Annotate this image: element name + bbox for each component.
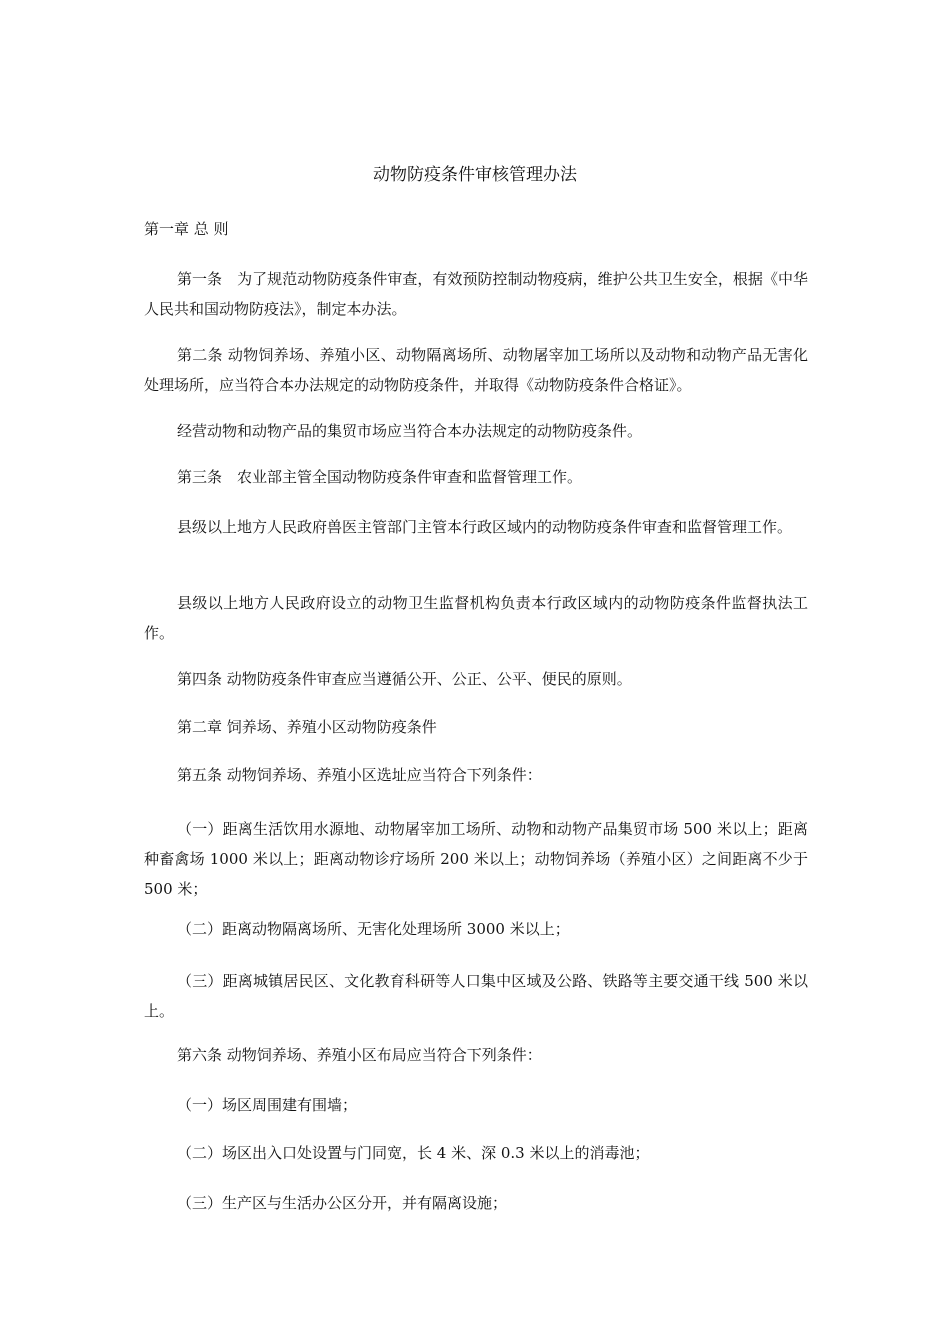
chapter-2-heading — [144, 712, 808, 742]
paragraph-block — [144, 512, 808, 542]
paragraph: （一）场区周围建有围墙； — [177, 1096, 358, 1114]
paragraph-block — [144, 588, 808, 648]
list-item — [144, 914, 808, 944]
list-item — [144, 1090, 808, 1120]
article-2 — [144, 340, 808, 400]
paragraph: 第一条 为了规范动物防疫条件审查，有效预防控制动物疫病，维护公共卫生安全，根据《中华人民共和国动物防疫法》，制定本办法。 — [144, 270, 808, 318]
paragraph: （二）场区出入口处设置与门同宽，长 4 米、深 0.3 米以上的消毒池； — [177, 1144, 650, 1162]
paragraph-block — [144, 416, 808, 446]
paragraph: （三）生产区与生活办公区分开，并有隔离设施； — [177, 1194, 508, 1212]
list-item — [144, 814, 808, 904]
paragraph: 县级以上地方人民政府兽医主管部门主管本行政区域内的动物防疫条件审查和监督管理工作。 — [177, 518, 793, 536]
document-title: 动物防疫条件审核管理办法 — [373, 165, 577, 185]
paragraph: （二）距离动物隔离场所、无害化处理场所 3000 米以上； — [177, 920, 570, 938]
article-5 — [144, 760, 808, 790]
paragraph: 县级以上地方人民政府设立的动物卫生监督机构负责本行政区域内的动物防疫条件监督执法工作。 — [144, 594, 808, 642]
paragraph: 第五条 动物饲养场、养殖小区选址应当符合下列条件： — [177, 766, 542, 784]
article-3 — [144, 462, 808, 492]
paragraph: （一）距离生活饮用水源地、动物屠宰加工场所、动物和动物产品集贸市场 500 米以上；距离种畜禽场 1000 米以上；距离动物诊疗场所 200 米以上；动物饲养场（养殖小区）之间距离不少于 500 米； — [144, 820, 808, 898]
paragraph: 第三条 农业部主管全国动物防疫条件审查和监督管理工作。 — [177, 468, 583, 486]
list-item — [144, 1138, 808, 1168]
article-4 — [144, 664, 808, 694]
list-item — [144, 1188, 808, 1218]
list-item — [144, 966, 808, 1026]
paragraph: 第二章 饲养场、养殖小区动物防疫条件 — [177, 718, 437, 736]
paragraph: 经营动物和动物产品的集贸市场应当符合本办法规定的动物防疫条件。 — [177, 422, 643, 440]
chapter-heading: 第一章 总 则 — [144, 220, 229, 238]
paragraph: 第四条 动物防疫条件审查应当遵循公开、公正、公平、便民的原则。 — [177, 670, 632, 688]
article-1 — [144, 264, 808, 324]
article-6 — [144, 1040, 808, 1070]
paragraph: 第六条 动物饲养场、养殖小区布局应当符合下列条件： — [177, 1046, 542, 1064]
paragraph: 第二条 动物饲养场、养殖小区、动物隔离场所、动物屠宰加工场所以及动物和动物产品无害化处理场所，应当符合本办法规定的动物防疫条件，并取得《动物防疫条件合格证》。 — [144, 346, 808, 394]
paragraph: （三）距离城镇居民区、文化教育科研等人口集中区域及公路、铁路等主要交通干线 500 米以上。 — [144, 972, 808, 1020]
